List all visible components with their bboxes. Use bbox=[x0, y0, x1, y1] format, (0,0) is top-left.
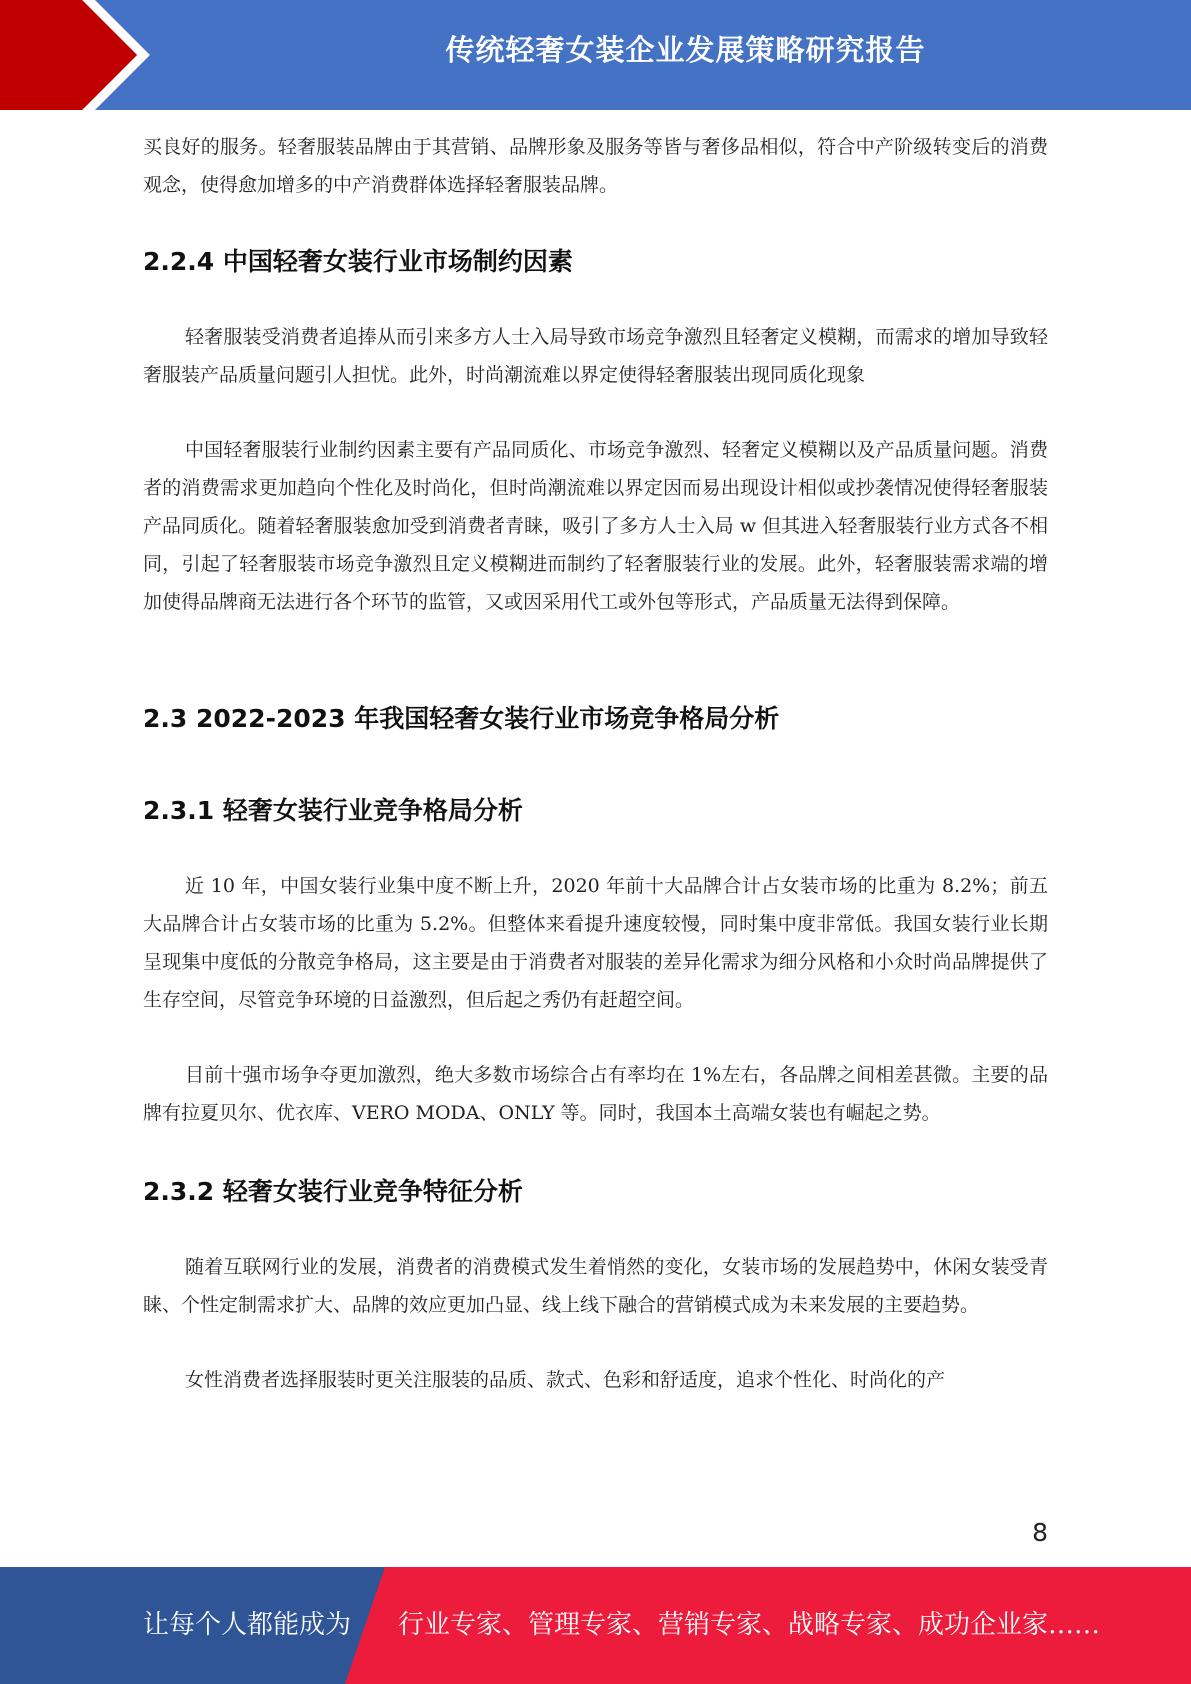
section-heading: 2.3.2 轻奢女装行业竞争特征分析 bbox=[143, 1177, 523, 1206]
paragraph: 近 10 年，中国女装行业集中度不断上升，2020 年前十大品牌合计占女装市场的比重为 8.2%；前五大品牌合计占女装市场的比重为 5.2%。但整体来看提升速度较慢，同时集中度非常低。我国女装行业长期呈现集中度低的分散竞争格局，这主要是由于消费者对服装的差异化需求为细分风格和小众时尚品牌提供了生存空间，尽管竞争环境的日益激烈，但后起之秀仍有赶超空间。 bbox=[143, 875, 1048, 1011]
header-title: 传统轻奢女装企业发展策略研究报告 bbox=[445, 33, 926, 67]
section-heading: 2.2.4 中国轻奢女装行业市场制约因素 bbox=[143, 247, 573, 276]
paragraph: 中国轻奢服装行业制约因素主要有产品同质化、市场竞争激烈、轻奢定义模糊以及产品质量问题。消费者的消费需求更加趋向个性化及时尚化，但时尚潮流难以界定因而易出现设计相似或抄袭情况使得轻奢服装产品同质化。随着轻奢服装愈加受到消费者青睐，吸引了多方人士入局 w 但其进入轻奢服装行业方式各不相同，引起了轻奢服装市场竞争激烈且定义模糊进而制约了轻奢服装行业的发展。此外，轻奢服装需求端的增加使得品牌商无法进行各个环节的监管，又或因采用代工或外包等形式，产品质量无法得到保障。 bbox=[143, 439, 1048, 613]
paragraph: 轻奢服装受消费者追捧从而引来多方人士入局导致市场竞争激烈且轻奢定义模糊，而需求的增加导致轻奢服装产品质量问题引人担忧。此外，时尚潮流难以界定使得轻奢服装出现同质化现象 bbox=[143, 326, 1048, 386]
page-footer bbox=[0, 1567, 1191, 1684]
header-arrow-icon bbox=[0, 0, 200, 110]
section-heading: 2.3.1 轻奢女装行业竞争格局分析 bbox=[143, 796, 523, 825]
paragraph: 目前十强市场争夺更加激烈，绝大多数市场综合占有率均在 1%左右，各品牌之间相差甚微。主要的品牌有拉夏贝尔、优衣库、VERO MODA、ONLY 等。同时，我国本土高端女装也有崛起之势。 bbox=[143, 1064, 1048, 1124]
paragraph: 买良好的服务。轻奢服装品牌由于其营销、品牌形象及服务等皆与奢侈品相似，符合中产阶级转变后的消费观念，使得愈加增多的中产消费群体选择轻奢服装品牌。 bbox=[143, 136, 1048, 196]
section-heading: 2.3 2022-2023 年我国轻奢女装行业市场竞争格局分析 bbox=[143, 704, 780, 733]
paragraph: 随着互联网行业的发展，消费者的消费模式发生着悄然的变化，女装市场的发展趋势中，休闲女装受青睐、个性定制需求扩大、品牌的效应更加凸显、线上线下融合的营销模式成为未来发展的主要趋势。 bbox=[143, 1256, 1048, 1316]
paragraph: 女性消费者选择服装时更关注服装的品质、款式、色彩和舒适度，追求个性化、时尚化的产 bbox=[185, 1369, 946, 1391]
footer-slogan-right: 行业专家、管理专家、营销专家、战略专家、成功企业家…… bbox=[398, 1610, 1101, 1640]
document-body bbox=[143, 128, 1048, 1399]
page-number: 8 bbox=[1032, 1518, 1048, 1547]
footer-slogan-left: 让每个人都能成为 bbox=[143, 1610, 352, 1640]
page-header bbox=[0, 0, 1191, 110]
